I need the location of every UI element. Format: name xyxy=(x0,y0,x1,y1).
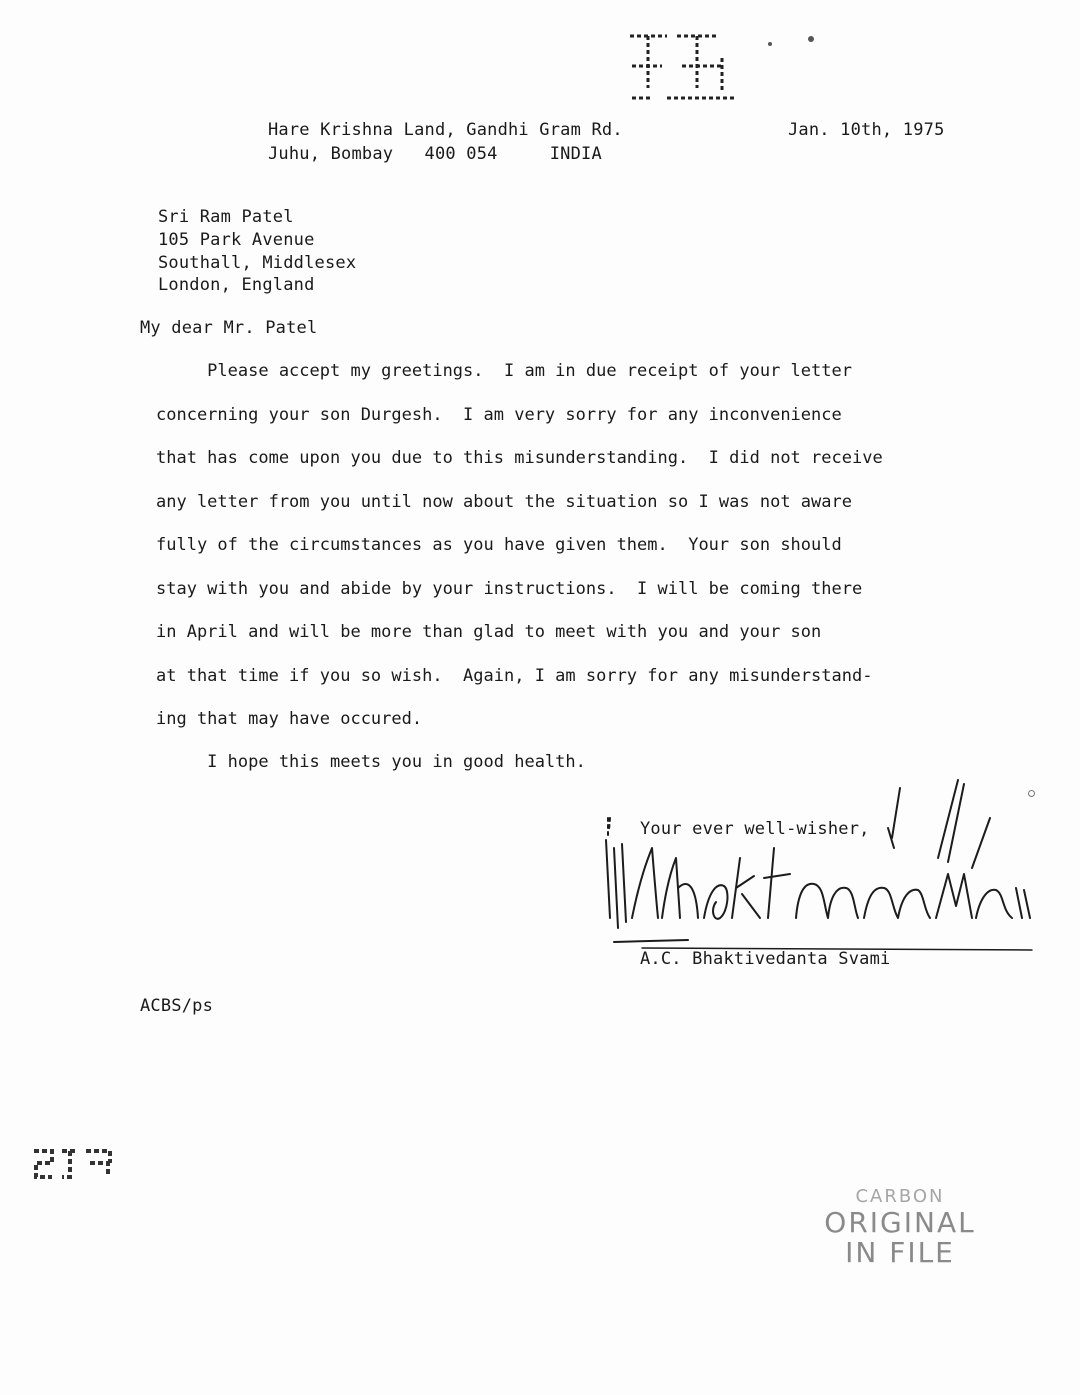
recipient-city: Southall, Middlesex xyxy=(158,253,357,273)
speck xyxy=(808,36,814,42)
body-line: that has come upon you due to this misunderstanding. I did not receive xyxy=(156,448,883,468)
recipient-country: London, England xyxy=(158,275,315,295)
body-line: in April and will be more than glad to meet with you and your son xyxy=(156,622,822,642)
archive-mark-icon xyxy=(622,28,742,106)
reference-initials: ACBS/ps xyxy=(140,996,214,1016)
stamp-line-2: ORIGINAL xyxy=(824,1206,976,1239)
letter-date: Jan. 10th, 1975 xyxy=(788,120,945,140)
closing: Your ever well-wisher, xyxy=(640,819,870,839)
salutation: My dear Mr. Patel xyxy=(140,318,318,338)
body-paragraph-1 xyxy=(156,350,956,742)
handwritten-signature xyxy=(592,778,1042,958)
sender-address-line-1: Hare Krishna Land, Gandhi Gram Rd. xyxy=(268,120,623,140)
body-line: fully of the circumstances as you have given them. Your son should xyxy=(156,535,842,555)
archive-number-mark-icon xyxy=(30,1145,115,1183)
signatory-name: A.C. Bhaktivedanta Svami xyxy=(640,949,891,969)
stamp-line-3: IN FILE xyxy=(845,1236,955,1269)
stamp-line-1: CARBON xyxy=(855,1186,945,1207)
body-line: Please accept my greetings. I am in due receipt of your letter xyxy=(156,361,852,381)
body-line: any letter from you until now about the situation so I was not aware xyxy=(156,491,852,512)
carbon-original-stamp xyxy=(820,1186,980,1268)
speck xyxy=(768,42,772,46)
recipient-name: Sri Ram Patel xyxy=(158,207,294,227)
body-line: stay with you and abide by your instructions. I will be coming there xyxy=(156,578,863,599)
body-line: ing that may have occured. xyxy=(156,709,423,729)
body-line: I hope this meets you in good health. xyxy=(156,752,586,772)
body-line: at that time if you so wish. Again, I am sorry for any misunderstand- xyxy=(156,665,873,686)
sender-address-line-2: Juhu, Bombay 400 054 INDIA xyxy=(268,144,602,164)
body-line: concerning your son Durgesh. I am very sorry for any inconvenience xyxy=(156,404,842,425)
recipient-street: 105 Park Avenue xyxy=(158,230,315,250)
